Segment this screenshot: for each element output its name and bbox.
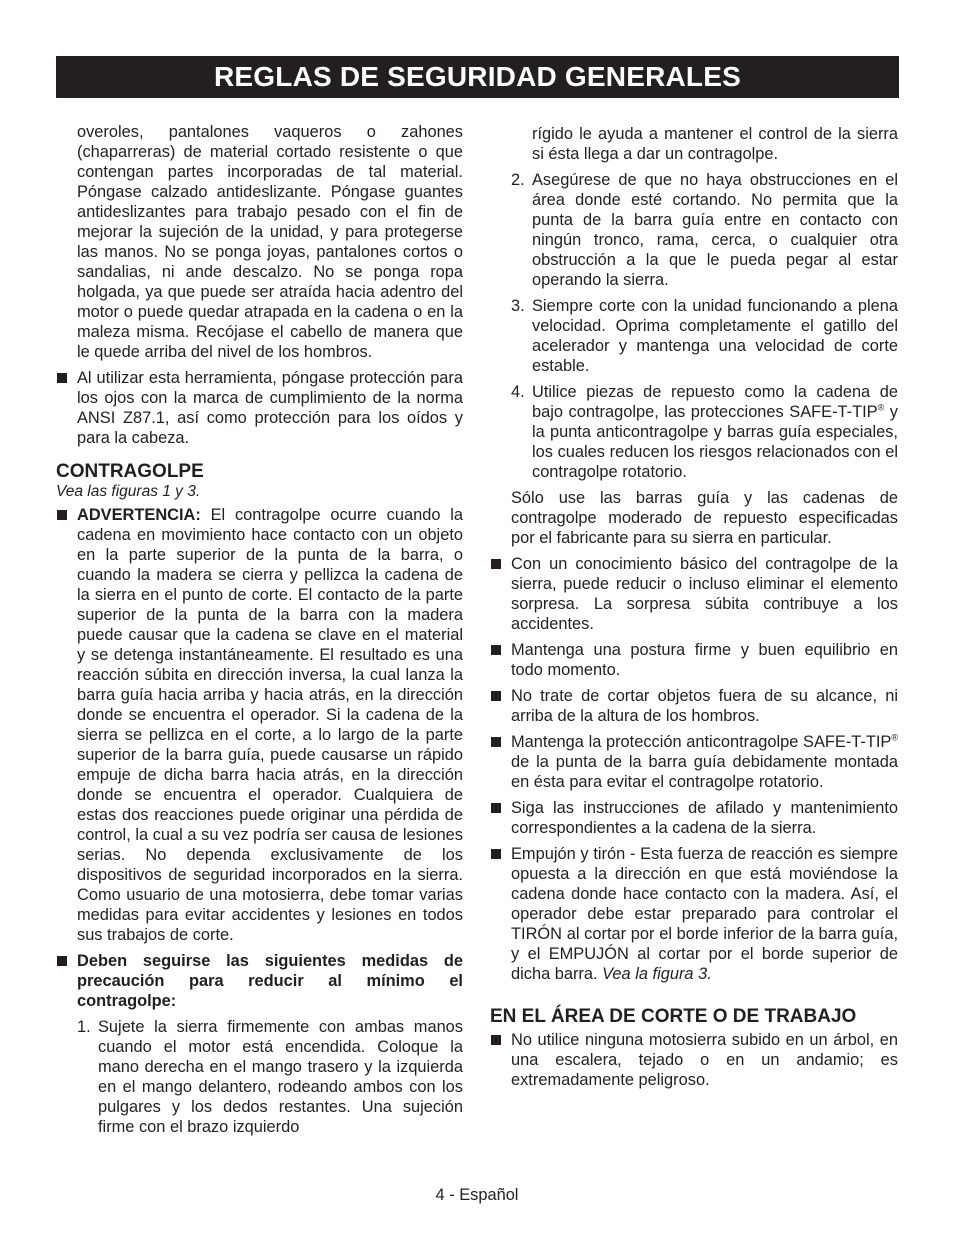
section-subtitle: Vea las figuras 1 y 3. <box>56 483 201 500</box>
list-item-text: Siga las instrucciones de afilado y mantenimiento correspondientes a la cadena de la sierra. <box>511 799 898 837</box>
registered-mark: ® <box>891 732 898 743</box>
list-item-text: Al utilizar esta herramienta, póngase protección para los ojos con la marca de cumplimiento de la norma ANSI Z87.1, así como protección para los oídos y para la cabeza. <box>77 369 463 447</box>
list-item <box>490 686 898 726</box>
list-item <box>56 368 463 448</box>
page-header <box>56 56 899 98</box>
item-text: Siempre corte con la unidad funcionando a plena velocidad. Oprima completamente el gatillo del acelerador y mantenga una velocidad de corte estable. <box>532 297 898 375</box>
square-bullet-icon <box>57 956 67 966</box>
numbered-item-4 <box>490 382 898 482</box>
measures-item <box>56 951 463 1011</box>
note-paragraph: Sólo use las barras guía y las cadenas de contragolpe moderado de repuesto especificadas por el fabricante para su sierra en particular. <box>511 489 898 547</box>
list-item-text: Mantenga la protección anticontragolpe SAFE-T-TIP <box>511 733 892 751</box>
continued-paragraph: overoles, pantalones vaqueros o zahones (chaparreras) de material cortado resistente o que contengan partes incorporadas de tal material. Póngase calzado antideslizante. Póngase guantes antideslizantes para trabajo pesado con el fin de mejorar la sujeción de la unidad, y para protegerse las manos. No se ponga joyas, pantalones cortos o sandalias, ni ande descalzo. No se ponga ropa holgada, ya que puede ser atraída hacia adentro del motor o puede quedar atrapada en la cadena o en la maleza misma. Recójase el cabello de manera que le quede arriba del nivel de los hombros. <box>77 123 463 361</box>
numbered-item-1 <box>56 1017 463 1137</box>
square-bullet-icon <box>491 849 501 859</box>
list-item <box>490 732 898 792</box>
warning-item <box>56 505 463 945</box>
list-item <box>490 1030 898 1090</box>
square-bullet-icon <box>491 559 501 569</box>
section-heading-area-de-corte: EN EL ÁREA DE CORTE O DE TRABAJO <box>490 1006 857 1027</box>
continued-item-text: rígido le ayuda a mantener el control de la sierra si ésta llega a dar un contragolpe. <box>532 125 898 163</box>
square-bullet-icon <box>57 510 67 520</box>
item-text: Utilice piezas de repuesto como la cadena de bajo contragolpe, las protecciones SAFE-T-TIP <box>532 383 898 421</box>
list-item <box>490 554 898 634</box>
list-item-text: No trate de cortar objetos fuera de su alcance, ni arriba de la altura de los hombros. <box>511 687 898 725</box>
item-number: 4. <box>511 383 525 401</box>
list-item-text: Con un conocimiento básico del contragolpe de la sierra, puede reducir o incluso eliminar el elemento sorpresa. La sorpresa súbita contribuye a los accidentes. <box>511 555 898 633</box>
warning-text: El contragolpe ocurre cuando la cadena en movimiento hace contacto con un objeto en la parte superior de la punta de la barra, o cuando la madera se cierra y pellizca la cadena de la sierra en el punto de corte. El contacto de la parte superior de la punta de la barra con la madera puede causar que la cadena se clave en el material y se detenga instantáneamente. El resultado es una reacción súbita en dirección inversa, la cual lanza la barra guía hacia arriba y hacia atrás, en la dirección donde se encuentra el operador. Si la cadena de la sierra se pellizca en el corte, a lo largo de la parte superior de la barra guía, puede causarse un rápido empuje de dicha barra hacia atrás, en la dirección donde se encuentra el operador. Cualquiera de estas dos reacciones puede originar una pérdida de control, la cual a su vez podría ser causa de lesiones serias. No dependa exclusivamente de los dispositivos de seguridad incorporados en la sierra. Como usuario de una motosierra, debe tomar varias medidas para evitar accidentes y lesiones en todos sus trabajos de corte. <box>77 506 463 944</box>
section-heading-contragolpe: CONTRAGOLPE <box>56 461 204 482</box>
item-number: 1. <box>77 1018 91 1036</box>
left-column <box>56 122 463 1137</box>
square-bullet-icon <box>57 373 67 383</box>
list-item <box>490 798 898 838</box>
list-item <box>490 640 898 680</box>
item-number: 3. <box>511 297 525 315</box>
square-bullet-icon <box>491 803 501 813</box>
item-text: Asegúrese de que no haya obstrucciones en el área donde esté cortando. No permita que la punta de la barra guía entre en contacto con ningún tronco, rama, cerca, o cualquier otra obstrucción a la que le pueda pegar al estar operando la sierra. <box>532 171 898 289</box>
list-item <box>490 844 898 984</box>
item-text-cont: y la punta anticontragolpe y barras guía especiales, los cuales reducen los riesgos relacionados con el contragolpe rotatorio. <box>532 403 898 481</box>
list-item-text: Empujón y tirón - Esta fuerza de reacción es siempre opuesta a la dirección en que está moviéndose la cadena donde hace contacto con la madera. Así, el operador debe estar preparado para controlar el TIRÓN al cortar por el borde inferior de la barra guía, y el EMPUJÓN al cortar por el borde superior de dicha barra. <box>511 845 898 983</box>
list-item-text: Mantenga una postura firme y buen equilibrio en todo momento. <box>511 641 898 679</box>
figure-reference: Vea la figura 3. <box>602 965 712 983</box>
item-number: 2. <box>511 171 525 189</box>
registered-mark: ® <box>877 402 885 413</box>
item-text: Sujete la sierra firmemente con ambas manos cuando el motor está encendida. Coloque la mano derecha en el mango trasero y la izquierda en el mango delantero, rodeando ambos con los pulgares y los dedos restantes. Una sujeción firme con el brazo izquierdo <box>98 1018 463 1136</box>
right-column <box>490 124 898 1090</box>
measures-text: Deben seguirse las siguientes medidas de precaución para reducir al mínimo el contragolpe: <box>77 952 463 1010</box>
numbered-item-3 <box>490 296 898 376</box>
page-footer: 4 - Español <box>435 1186 519 1204</box>
list-item-text-cont: de la punta de la barra guía debidamente montada en ésta para evitar el contragolpe rotatorio. <box>511 753 898 791</box>
square-bullet-icon <box>491 645 501 655</box>
numbered-item-2 <box>490 170 898 290</box>
warning-label: ADVERTENCIA: <box>77 506 201 524</box>
square-bullet-icon <box>491 1035 501 1045</box>
square-bullet-icon <box>491 691 501 701</box>
square-bullet-icon <box>491 737 501 747</box>
list-item-text: No utilice ninguna motosierra subido en un árbol, en una escalera, tejado o en un andamio; es extremadamente peligroso. <box>511 1031 898 1089</box>
page-title: REGLAS DE SEGURIDAD GENERALES <box>214 61 741 92</box>
